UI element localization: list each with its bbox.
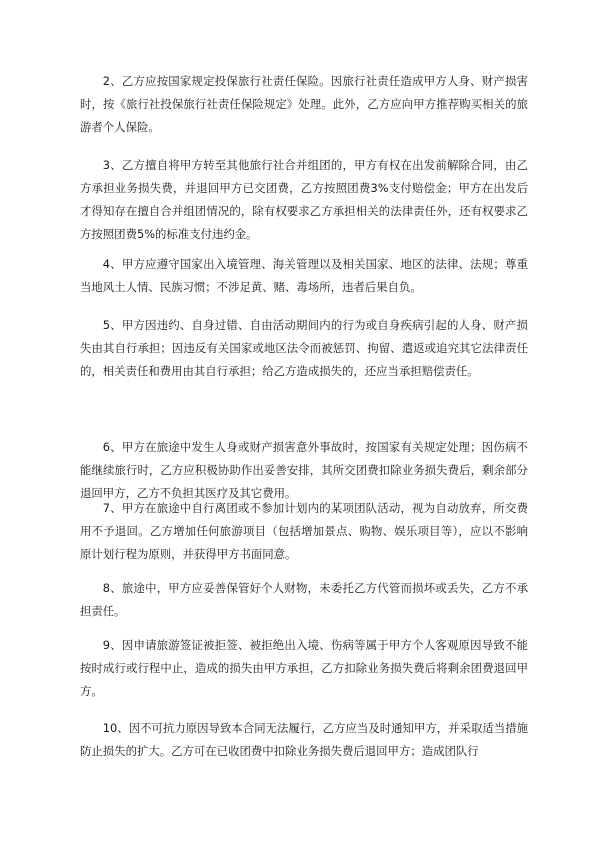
clause-4-laws-customs: 4、甲方应遵守国家出入境管理、海关管理以及相关国家、地区的法律、法规；尊重当地风土人情、民族习惯；不涉足黄、赌、毒场所，违者后果自负。 (80, 257, 528, 294)
clause-6-accident: 6、甲方在旅途中发生人身或财产损害意外事故时，按国家有关规定处理；因伤病不能继续旅行时，乙方应积极协助作出妥善安排，其所交团费扣除业务损失费后，剩余部分退回甲方，乙方不负担其医疗及其它费用。 (80, 440, 528, 500)
clause-5-own-fault: 5、甲方因违约、自身过错、自由活动期间内的行为或自身疾病引起的人身、财产损失由其自行承担；因违反有关国家或地区法令而被惩罚、拘留、遣返或追究其它法律责任的，相关责任和费用由其自行承担；给乙方造成损失的，还应当承担赔偿责任。 (80, 318, 528, 378)
clause-2-insurance: 2、乙方应按国家规定投保旅行社责任保险。因旅行社责任造成甲方人身、财产损害时，按《旅行社投保旅行社责任保险规定》处理。此外，乙方应向甲方推荐购买相关的旅游者个人保险。 (80, 74, 528, 134)
clause-3-merged-group: 3、乙方擅自将甲方转至其他旅行社合并组团的，甲方有权在出发前解除合同，由乙方承担业务损失费，并退回甲方已交团费，乙方按照团费3%支付赔偿金；甲方在出发后才得知存在擅自合并组团情况的，除有权要求乙方承担相关的法律责任外，还有权要求乙方按照团费5%的标准支付违约金。 (80, 158, 528, 241)
clause-7-leaving-group: 7、甲方在旅途中自行离团或不参加计划内的某项团队活动，视为自动放弃，所交费用不予退回。乙方增加任何旅游项目（包括增加景点、购物、娱乐项目等），应以不影响原计划行程为原则，并获得甲方书面同意。 (80, 501, 528, 561)
clause-10-force-majeure: 10、因不可抗力原因导致本合同无法履行，乙方应当及时通知甲方，并采取适当措施防止损失的扩大。乙方可在已收团费中扣除业务损失费后退回甲方；造成团队行 (80, 721, 528, 758)
clause-8-belongings: 8、旅途中，甲方应妥善保管好个人财物，未委托乙方代管而损坏或丢失，乙方不承担责任。 (80, 581, 528, 618)
clause-9-visa-refusal: 9、因申请旅游签证被拒签、被拒绝出入境、伤病等属于甲方个人客观原因导致不能按时成行或行程中止，造成的损失由甲方承担，乙方扣除业务损失费后将剩余团费退回甲方。 (80, 638, 528, 698)
